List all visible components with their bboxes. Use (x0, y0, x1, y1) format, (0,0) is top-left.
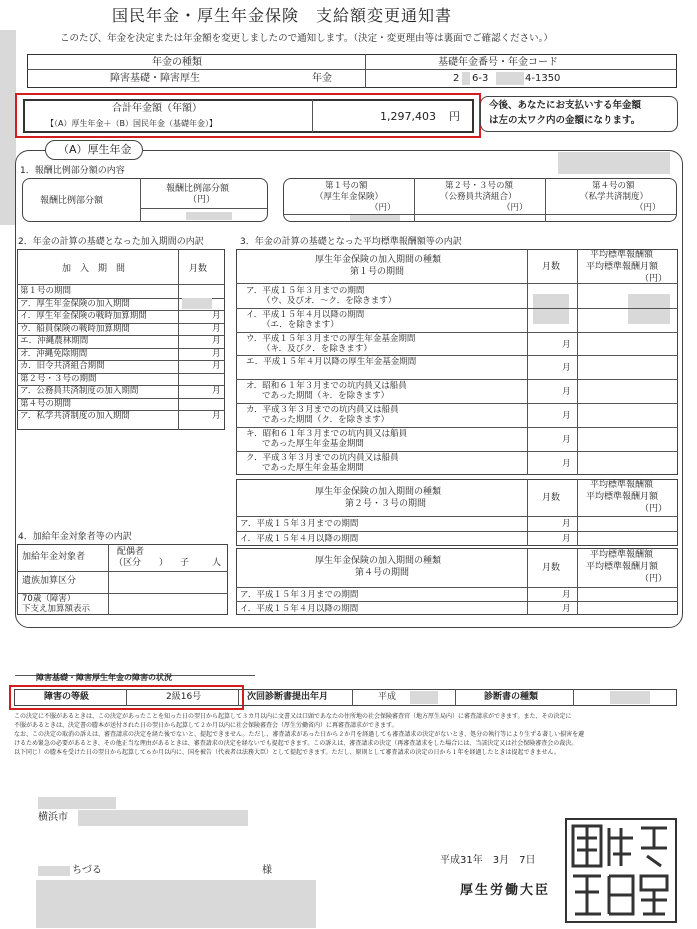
s1-amount-h1: 報酬比例部分額 (166, 184, 230, 194)
s3-row-unit: 月 (562, 411, 571, 421)
s3-row-unit: 月 (562, 339, 571, 350)
s3-months-redaction (533, 294, 569, 324)
s2-row-unit: 月 (212, 348, 221, 359)
s3-title: 3．年金の計算の基礎となった平均標準報酬額等の内訳 (240, 237, 462, 247)
s2-row-label: カ．旧令共済組合期間 (20, 361, 105, 371)
s3-row-label: ア．平成１５年３月までの期間 (246, 286, 365, 296)
notice-line4: けるため緊急の必要があるとき、その他正当な理由があるときは、審査請求の決定を経ないでも提起できます。この訴えは、審査請求の決定（再審査請求をした場合には、当該決定又は社会保険審査会の裁決。 (14, 740, 578, 747)
issue-date: 平成31年 3月 7日 (440, 855, 536, 866)
s1-amount-redaction (186, 212, 232, 220)
s3-row-label: ク．平成３年３月までの坑内員又は船員 (246, 452, 399, 463)
s3-row-sublabel: （ウ、及びオ．～ク．を除きます） (262, 296, 397, 306)
s1-col2-h1: 第２号・３号の額 (445, 181, 514, 191)
notice-line1: この決定に不服があるときは、この決定があったことを知った日の翌日から起算して３カ月以内に文書又は口頭であなたの住所地の社会保険審査官（地方厚生局内）に審査請求ができます。また、その決定に (14, 713, 572, 720)
code-redaction-1 (462, 72, 470, 85)
s2-row-label: 第１号の期間 (20, 286, 72, 296)
s4-r1-label: 加給年金対象者 (22, 552, 86, 562)
s4-r3-label-1: 70歳（障害） (22, 594, 76, 604)
s1-col1-redaction (350, 215, 400, 221)
disability-grade-value: 2級16号 (166, 692, 202, 702)
s2-title: 2．年金の計算の基礎となった加入期間の内訳 (18, 237, 204, 247)
s1-title: 1．報酬比例部分額の内容 (20, 166, 125, 176)
notice-line5: 以下同じ）の謄本を受けた日の翌日から起算して６か月以内に、国を被告（代表者は法務大臣）として提起できます。ただし、原則として審査請求の決定の日から１年を経過したときは提起できません。 (14, 749, 560, 756)
disability-table (14, 689, 677, 706)
next-report-value: 平成 (378, 692, 397, 702)
address-redaction-2 (78, 810, 248, 826)
s2-row-unit: 月 (212, 336, 221, 346)
total-note-line1: 今後、あなたにお支払いする年金額 (489, 100, 642, 111)
s4-r1-v1: 配偶者 (117, 547, 145, 557)
code-value-part2: 6-3 (472, 73, 489, 84)
s2-row-label: ウ．船員保険の戦時加算期間 (20, 323, 130, 334)
s2-row-label: イ．厚生年金保険の戦時加算期間 (20, 311, 147, 321)
recipient-honorific: 様 (262, 865, 272, 876)
s4-r2-label: 遺族加算区分 (22, 576, 77, 586)
s3-r3b-unit: 月 (562, 604, 571, 614)
s1-col1-h3: （円） (370, 203, 396, 213)
s2-row-label: オ．沖縄免除期間 (20, 348, 88, 359)
s3-row-unit: 月 (562, 363, 571, 374)
kind-value: 障害基礎・障害厚生 (110, 73, 200, 84)
s1-col3-h3: （円） (635, 203, 661, 213)
s2-row-label: ア．公務員共済制度の加入期間 (20, 386, 139, 396)
s3-row-divider (236, 403, 678, 404)
address-redaction-3 (36, 880, 316, 928)
address-city: 横浜市 (38, 812, 68, 823)
s3-h-avg2-3: 平均標準報酬月額 (586, 562, 659, 572)
s3-h-avg2-2: 平均標準報酬月額 (586, 492, 659, 502)
s3-r3a-unit: 月 (562, 590, 571, 600)
s1-col3-h1: 第４号の額 (592, 181, 635, 191)
s3-avg-redaction (628, 294, 670, 324)
s3-row-divider (236, 451, 678, 452)
s2-row-unit: 月 (212, 411, 221, 421)
s2-row-unit: 月 (212, 361, 221, 371)
s3-h2-b: 第２号・３号の期間 (345, 499, 427, 509)
disability-grade-label: 障害の等級 (44, 692, 90, 702)
section-a-redaction (558, 152, 670, 174)
next-report-redaction (410, 691, 438, 704)
s1-col1-h1: 第１号の額 (325, 181, 368, 191)
s3-h-months-3: 月数 (542, 563, 561, 573)
s2-h-period: 加 入 期 間 (62, 264, 126, 274)
total-sublabel: 【（A）厚生年金＋（B）国民年金（基礎年金）】 (46, 119, 217, 128)
recipient-name: ちづる (72, 865, 102, 876)
document-title: 国民年金・厚生年金保険 支給額変更通知書 (112, 6, 453, 25)
s3-row-label: イ．平成１５年４月以降の期間 (246, 309, 365, 320)
s2-row-unit: 月 (212, 323, 221, 334)
s3-h1-b: 第１号の期間 (350, 267, 405, 277)
s3-h-months-2: 月数 (542, 493, 561, 503)
notice-line3: なお、この決定の取消の訴えは、審査請求の決定を経た後でないと、提起できません。ただし、審査請求があった日から２か月を経過しても審査請求の決定がないとき、処分の執行等により生ずる著しい損害を避 (14, 731, 585, 738)
address-redaction-1 (38, 797, 116, 809)
s2-row-label: 第４号の期間 (20, 398, 72, 409)
s3-h-avg1-2: 平均標準報酬額 (590, 480, 654, 490)
s3-row-divider (236, 427, 678, 428)
report-type-label: 診断書の種類 (484, 692, 539, 702)
s1-col1-h2: （厚生年金保険） (315, 192, 384, 202)
s1-label: 報酬比例部分額 (40, 196, 104, 206)
s1-col2-h2: （公務員共済組合） (440, 192, 517, 202)
s3-row-label: カ．平成３年３月までの坑内員又は船員 (246, 405, 399, 415)
official-seal (565, 818, 677, 923)
s3-row-label: エ．平成１５年４月以降の厚生年金基金期間 (246, 357, 417, 368)
s1-col2-h3: （円） (502, 203, 528, 213)
s3-h-avg2-1: 平均標準報酬月額 (586, 262, 659, 272)
s3-row-unit: 月 (562, 458, 571, 469)
s3-h-avg3-2: （円） (640, 504, 668, 514)
s3-h3-a: 厚生年金保険の加入期間の種類 (315, 556, 442, 566)
s3-r3b-label: イ．平成１５年４月以降の期間 (240, 604, 359, 614)
total-label: 合計年金額（年額） (112, 103, 202, 114)
s3-row-label: ウ．平成１５年３月までの厚生年金基金期間 (246, 333, 416, 344)
s2-row-label: ア．私学共済制度の加入期間 (20, 411, 130, 421)
s3-r2b-label: イ．平成１５年４月以降の期間 (240, 534, 359, 544)
disability-title: 障害基礎・障害厚生年金の障害の状況 (36, 673, 172, 682)
s3-h-months-1: 月数 (542, 262, 561, 272)
redaction-bar (0, 30, 16, 225)
s2-row-unit: 月 (212, 311, 221, 321)
s4-r1-v2: （区分 ） (114, 558, 169, 568)
intro-text: このたび、年金を決定または年金額を変更しましたので通知します。（決定・変更理由等は裏面でご確認ください。） (60, 33, 553, 44)
s3-row-sublabel: （エ．を除きます） (262, 319, 339, 330)
issuer-name: 厚生労働大臣 (460, 883, 551, 898)
s4-title: 4．加給年金対象者等の内訳 (18, 532, 132, 542)
s3-h-avg3-1: （円） (640, 274, 668, 284)
s3-r2b-unit: 月 (562, 534, 571, 544)
s3-r3a-label: ア．平成１５年３月までの期間 (240, 590, 359, 600)
s3-h1-a: 厚生年金保険の加入期間の種類 (315, 255, 442, 265)
s4-r1-v3: 子 (180, 558, 190, 568)
s3-h2-a: 厚生年金保険の加入期間の種類 (315, 487, 442, 497)
s1-amount-h2: （円） (188, 195, 216, 205)
s2-row-label: エ．沖縄農林期間 (20, 336, 89, 346)
s3-row-unit: 月 (562, 387, 571, 398)
s3-row-divider (236, 308, 678, 309)
s3-row-sublabel: であった期間（キ．を除きます） (262, 391, 390, 402)
section-a-title: （A）厚生年金 (58, 143, 132, 156)
kind-suffix: 年金 (312, 73, 332, 84)
s3-row-divider (236, 332, 678, 333)
s3-r2a-unit: 月 (562, 519, 571, 529)
s3-row-sublabel: であった厚生年金基金期間 (262, 438, 364, 449)
s2-row-label: ア．厚生年金保険の加入期間 (20, 298, 130, 309)
name-redaction (38, 866, 70, 876)
s3-h3-b: 第４号の期間 (355, 568, 410, 578)
s3-h-avg3-3: （円） (640, 574, 668, 584)
total-unit: 円 (449, 110, 460, 123)
s2-months-redaction (182, 298, 212, 309)
s3-row-unit: 月 (562, 434, 571, 445)
s2-row-label: 第２号・３号の期間 (20, 373, 97, 384)
next-report-label: 次回診断書提出年月 (247, 692, 329, 702)
s3-row-label: オ．昭和６１年３月までの坑内員又は船員 (246, 381, 407, 392)
code-redaction-2 (496, 72, 524, 85)
s3-row-sublabel: であった期間（ク．を除きます） (262, 415, 390, 425)
s3-row-sublabel: であった厚生年金基金期間 (262, 462, 364, 473)
s2-h-months: 月数 (189, 264, 208, 274)
code-value-part1: 2 (453, 73, 460, 84)
s4-r1-v4: 人 (212, 558, 222, 568)
seal-glyphs-icon (567, 820, 675, 921)
s1-col3-h2: （私学共済制度） (580, 192, 649, 202)
total-amount: 1,297,403 (380, 110, 436, 123)
s2-row-unit: 月 (212, 386, 221, 396)
s3-r2a-label: ア．平成１５年３月までの期間 (240, 519, 359, 529)
code-header: 基礎年金番号・年金コード (438, 57, 558, 68)
report-type-redaction (610, 691, 650, 704)
s4-r3-label-2: 下支え加算額表示 (22, 604, 91, 614)
s3-row-label: キ．昭和６１年３月までの坑内員又は船員 (246, 428, 408, 439)
notice-line2: 不服があるときは、決定書の謄本が送付された日の翌日から起算して２か月以内に社会保険審査会（厚生労働省内）に再審査請求ができます。 (14, 722, 398, 729)
s3-h-avg1-3: 平均標準報酬額 (590, 550, 654, 560)
kind-header: 年金の種類 (152, 57, 202, 68)
total-note-line2: は左の太ワク内の金額になります。 (489, 115, 641, 126)
s3-h-avg1-1: 平均標準報酬額 (590, 250, 654, 260)
code-value-part3: 4-1350 (525, 73, 561, 84)
s3-row-sublabel: （キ．及びク．を除きます） (262, 343, 372, 354)
